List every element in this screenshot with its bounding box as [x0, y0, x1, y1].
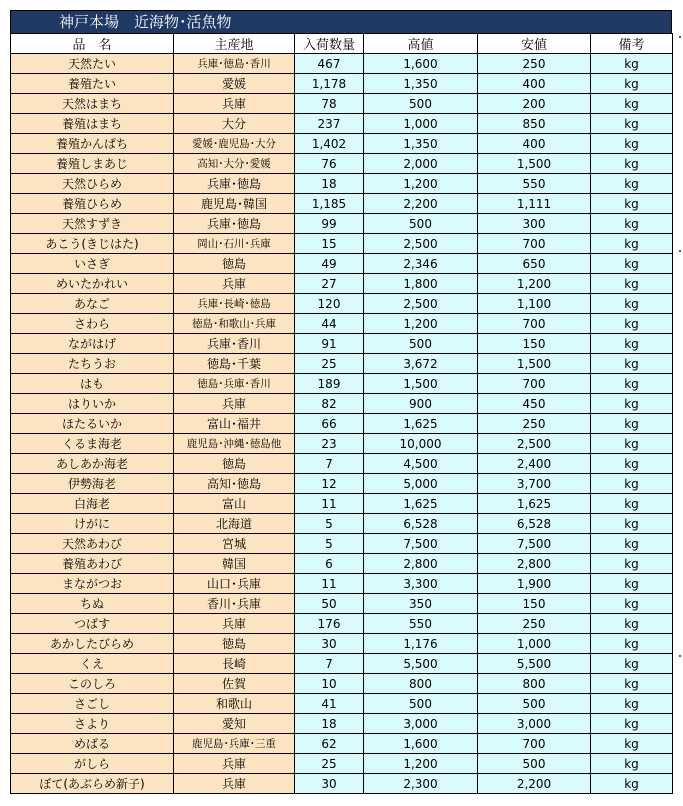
- cell-name: はも: [11, 374, 174, 394]
- table-row: [11, 294, 673, 314]
- cell-remarks: kg: [591, 674, 673, 694]
- market-price-sheet: [10, 10, 672, 794]
- cell-region: 兵庫･徳島: [174, 174, 295, 194]
- edge-mark: [679, 250, 681, 252]
- cell-high-price: 900: [364, 394, 478, 414]
- cell-high-price: 2,500: [364, 234, 478, 254]
- cell-quantity: 11: [295, 574, 364, 594]
- cell-quantity: 78: [295, 94, 364, 114]
- cell-remarks: kg: [591, 234, 673, 254]
- cell-remarks: kg: [591, 414, 673, 434]
- cell-name: くえ: [11, 654, 174, 674]
- table-row: [11, 454, 673, 474]
- table-row: [11, 414, 673, 434]
- cell-quantity: 41: [295, 694, 364, 714]
- cell-remarks: kg: [591, 554, 673, 574]
- cell-low-price: 1,200: [478, 274, 591, 294]
- cell-name: さごし: [11, 694, 174, 714]
- cell-high-price: 500: [364, 334, 478, 354]
- table-row: [11, 274, 673, 294]
- cell-quantity: 120: [295, 294, 364, 314]
- cell-high-price: 3,672: [364, 354, 478, 374]
- cell-quantity: 91: [295, 334, 364, 354]
- cell-region: 富山: [174, 494, 295, 514]
- cell-low-price: 1,900: [478, 574, 591, 594]
- cell-high-price: 500: [364, 214, 478, 234]
- cell-region: 兵庫･徳島･香川: [174, 54, 295, 74]
- cell-remarks: kg: [591, 694, 673, 714]
- cell-low-price: 200: [478, 94, 591, 114]
- cell-region: 兵庫: [174, 774, 295, 794]
- cell-quantity: 1,185: [295, 194, 364, 214]
- cell-quantity: 25: [295, 354, 364, 374]
- cell-quantity: 27: [295, 274, 364, 294]
- cell-low-price: 250: [478, 614, 591, 634]
- cell-remarks: kg: [591, 94, 673, 114]
- cell-low-price: 800: [478, 674, 591, 694]
- cell-region: 大分: [174, 114, 295, 134]
- cell-low-price: 1,100: [478, 294, 591, 314]
- cell-region: 徳島: [174, 254, 295, 274]
- cell-quantity: 18: [295, 174, 364, 194]
- header-region: 主産地: [174, 34, 295, 54]
- cell-name: 養殖しまあじ: [11, 154, 174, 174]
- cell-low-price: 700: [478, 314, 591, 334]
- cell-quantity: 11: [295, 494, 364, 514]
- cell-low-price: 7,500: [478, 534, 591, 554]
- cell-remarks: kg: [591, 374, 673, 394]
- cell-region: 徳島: [174, 634, 295, 654]
- cell-low-price: 2,400: [478, 454, 591, 474]
- table-row: [11, 514, 673, 534]
- cell-region: 北海道: [174, 514, 295, 534]
- cell-high-price: 10,000: [364, 434, 478, 454]
- cell-region: 兵庫･徳島: [174, 214, 295, 234]
- cell-high-price: 1,800: [364, 274, 478, 294]
- cell-quantity: 7: [295, 654, 364, 674]
- cell-low-price: 250: [478, 414, 591, 434]
- cell-remarks: kg: [591, 434, 673, 454]
- cell-high-price: 1,200: [364, 174, 478, 194]
- cell-region: 徳島: [174, 454, 295, 474]
- cell-high-price: 500: [364, 694, 478, 714]
- cell-low-price: 650: [478, 254, 591, 274]
- cell-high-price: 2,500: [364, 294, 478, 314]
- cell-low-price: 1,625: [478, 494, 591, 514]
- table-body: [11, 54, 673, 794]
- cell-high-price: 3,000: [364, 714, 478, 734]
- cell-low-price: 150: [478, 334, 591, 354]
- cell-region: 鹿児島･韓国: [174, 194, 295, 214]
- cell-high-price: 1,350: [364, 134, 478, 154]
- cell-quantity: 189: [295, 374, 364, 394]
- cell-name: たちうお: [11, 354, 174, 374]
- cell-quantity: 18: [295, 714, 364, 734]
- cell-region: 兵庫: [174, 754, 295, 774]
- cell-region: 鹿児島･兵庫･三重: [174, 734, 295, 754]
- table-row: [11, 554, 673, 574]
- cell-region: 愛媛: [174, 74, 295, 94]
- cell-quantity: 76: [295, 154, 364, 174]
- cell-remarks: kg: [591, 614, 673, 634]
- cell-name: 養殖ひらめ: [11, 194, 174, 214]
- cell-quantity: 1,178: [295, 74, 364, 94]
- cell-remarks: kg: [591, 134, 673, 154]
- cell-region: 高知･大分･愛媛: [174, 154, 295, 174]
- table-row: [11, 614, 673, 634]
- table-row: [11, 754, 673, 774]
- sheet-title: 神戸本場 近海物･活魚物: [10, 10, 672, 33]
- table-row: [11, 434, 673, 454]
- price-table: [10, 33, 673, 794]
- table-row: [11, 534, 673, 554]
- table-row: [11, 234, 673, 254]
- cell-remarks: kg: [591, 154, 673, 174]
- cell-high-price: 7,500: [364, 534, 478, 554]
- cell-region: 長崎: [174, 654, 295, 674]
- cell-name: まながつお: [11, 574, 174, 594]
- cell-name: めばる: [11, 734, 174, 754]
- cell-low-price: 700: [478, 734, 591, 754]
- header-row: [11, 34, 673, 54]
- cell-region: 韓国: [174, 554, 295, 574]
- cell-low-price: 850: [478, 114, 591, 134]
- cell-remarks: kg: [591, 194, 673, 214]
- cell-quantity: 30: [295, 634, 364, 654]
- header-low-price: 安値: [478, 34, 591, 54]
- cell-high-price: 1,625: [364, 414, 478, 434]
- cell-low-price: 1,500: [478, 354, 591, 374]
- cell-remarks: kg: [591, 314, 673, 334]
- cell-high-price: 2,000: [364, 154, 478, 174]
- cell-remarks: kg: [591, 654, 673, 674]
- cell-region: 鹿児島･沖縄･徳島他: [174, 434, 295, 454]
- cell-high-price: 2,300: [364, 774, 478, 794]
- cell-region: 兵庫: [174, 274, 295, 294]
- cell-remarks: kg: [591, 754, 673, 774]
- cell-low-price: 400: [478, 134, 591, 154]
- cell-region: 宮城: [174, 534, 295, 554]
- cell-quantity: 6: [295, 554, 364, 574]
- cell-high-price: 1,176: [364, 634, 478, 654]
- cell-high-price: 2,346: [364, 254, 478, 274]
- cell-remarks: kg: [591, 274, 673, 294]
- table-row: [11, 374, 673, 394]
- cell-region: 兵庫: [174, 614, 295, 634]
- edge-mark: [679, 655, 681, 657]
- table-row: [11, 114, 673, 134]
- cell-quantity: 62: [295, 734, 364, 754]
- cell-high-price: 800: [364, 674, 478, 694]
- table-row: [11, 334, 673, 354]
- table-row: [11, 694, 673, 714]
- cell-name: ほたるいか: [11, 414, 174, 434]
- table-row: [11, 574, 673, 594]
- cell-quantity: 5: [295, 534, 364, 554]
- cell-region: 徳島･千葉: [174, 354, 295, 374]
- cell-high-price: 5,500: [364, 654, 478, 674]
- cell-region: 山口･兵庫: [174, 574, 295, 594]
- table-row: [11, 474, 673, 494]
- cell-high-price: 1,200: [364, 754, 478, 774]
- cell-name: ちぬ: [11, 594, 174, 614]
- header-quantity: 入荷数量: [295, 34, 364, 54]
- edge-mark: [679, 36, 681, 38]
- cell-name: つばす: [11, 614, 174, 634]
- table-row: [11, 674, 673, 694]
- cell-remarks: kg: [591, 174, 673, 194]
- cell-remarks: kg: [591, 594, 673, 614]
- cell-quantity: 66: [295, 414, 364, 434]
- cell-quantity: 30: [295, 774, 364, 794]
- cell-name: 天然はまち: [11, 94, 174, 114]
- cell-high-price: 350: [364, 594, 478, 614]
- cell-quantity: 99: [295, 214, 364, 234]
- cell-name: 天然すずき: [11, 214, 174, 234]
- cell-low-price: 6,528: [478, 514, 591, 534]
- cell-remarks: kg: [591, 774, 673, 794]
- table-row: [11, 254, 673, 274]
- cell-region: 愛媛･鹿児島･大分: [174, 134, 295, 154]
- cell-name: けがに: [11, 514, 174, 534]
- cell-region: 香川･兵庫: [174, 594, 295, 614]
- cell-low-price: 1,000: [478, 634, 591, 654]
- cell-remarks: kg: [591, 74, 673, 94]
- table-row: [11, 214, 673, 234]
- cell-high-price: 1,600: [364, 734, 478, 754]
- cell-high-price: 4,500: [364, 454, 478, 474]
- cell-quantity: 44: [295, 314, 364, 334]
- cell-region: 佐賀: [174, 674, 295, 694]
- cell-remarks: kg: [591, 634, 673, 654]
- cell-high-price: 1,350: [364, 74, 478, 94]
- cell-high-price: 5,000: [364, 474, 478, 494]
- table-row: [11, 734, 673, 754]
- cell-name: 養殖たい: [11, 74, 174, 94]
- cell-quantity: 1,402: [295, 134, 364, 154]
- cell-quantity: 7: [295, 454, 364, 474]
- cell-remarks: kg: [591, 54, 673, 74]
- table-row: [11, 174, 673, 194]
- cell-quantity: 50: [295, 594, 364, 614]
- table-row: [11, 194, 673, 214]
- cell-low-price: 1,500: [478, 154, 591, 174]
- cell-high-price: 2,800: [364, 554, 478, 574]
- cell-high-price: 550: [364, 614, 478, 634]
- cell-low-price: 2,200: [478, 774, 591, 794]
- cell-region: 徳島･兵庫･香川: [174, 374, 295, 394]
- cell-name: あなご: [11, 294, 174, 314]
- cell-remarks: kg: [591, 714, 673, 734]
- cell-quantity: 25: [295, 754, 364, 774]
- cell-quantity: 82: [295, 394, 364, 414]
- cell-quantity: 237: [295, 114, 364, 134]
- cell-remarks: kg: [591, 534, 673, 554]
- cell-low-price: 500: [478, 754, 591, 774]
- cell-quantity: 12: [295, 474, 364, 494]
- table-row: [11, 634, 673, 654]
- cell-region: 兵庫･長崎･徳島: [174, 294, 295, 314]
- cell-low-price: 250: [478, 54, 591, 74]
- cell-remarks: kg: [591, 214, 673, 234]
- cell-remarks: kg: [591, 294, 673, 314]
- cell-remarks: kg: [591, 394, 673, 414]
- cell-high-price: 6,528: [364, 514, 478, 534]
- cell-remarks: kg: [591, 514, 673, 534]
- cell-name: あかしたびらめ: [11, 634, 174, 654]
- cell-region: 和歌山: [174, 694, 295, 714]
- table-row: [11, 314, 673, 334]
- cell-low-price: 2,500: [478, 434, 591, 454]
- cell-name: ぼて(あぶらめ新子): [11, 774, 174, 794]
- cell-low-price: 700: [478, 374, 591, 394]
- cell-remarks: kg: [591, 734, 673, 754]
- table-row: [11, 74, 673, 94]
- cell-high-price: 1,000: [364, 114, 478, 134]
- table-row: [11, 94, 673, 114]
- cell-quantity: 10: [295, 674, 364, 694]
- cell-region: 富山･福井: [174, 414, 295, 434]
- cell-name: 天然たい: [11, 54, 174, 74]
- cell-name: 白海老: [11, 494, 174, 514]
- cell-name: いさぎ: [11, 254, 174, 274]
- cell-quantity: 49: [295, 254, 364, 274]
- cell-name: このしろ: [11, 674, 174, 694]
- cell-remarks: kg: [591, 474, 673, 494]
- cell-region: 高知･徳島: [174, 474, 295, 494]
- cell-remarks: kg: [591, 254, 673, 274]
- cell-quantity: 23: [295, 434, 364, 454]
- cell-remarks: kg: [591, 454, 673, 474]
- header-name: 品 名: [11, 34, 174, 54]
- cell-low-price: 1,111: [478, 194, 591, 214]
- cell-remarks: kg: [591, 574, 673, 594]
- cell-region: 徳島･和歌山･兵庫: [174, 314, 295, 334]
- table-row: [11, 354, 673, 374]
- cell-name: さより: [11, 714, 174, 734]
- cell-low-price: 3,700: [478, 474, 591, 494]
- cell-low-price: 150: [478, 594, 591, 614]
- cell-name: 養殖かんぱち: [11, 134, 174, 154]
- cell-low-price: 450: [478, 394, 591, 414]
- table-row: [11, 54, 673, 74]
- cell-low-price: 5,500: [478, 654, 591, 674]
- table-row: [11, 594, 673, 614]
- cell-name: 養殖はまち: [11, 114, 174, 134]
- cell-high-price: 500: [364, 94, 478, 114]
- table-row: [11, 394, 673, 414]
- cell-region: 兵庫･香川: [174, 334, 295, 354]
- table-row: [11, 134, 673, 154]
- cell-region: 岡山･石川･兵庫: [174, 234, 295, 254]
- cell-high-price: 2,200: [364, 194, 478, 214]
- cell-remarks: kg: [591, 494, 673, 514]
- table-row: [11, 774, 673, 794]
- table-row: [11, 714, 673, 734]
- cell-region: 兵庫: [174, 394, 295, 414]
- cell-name: 天然あわび: [11, 534, 174, 554]
- cell-quantity: 176: [295, 614, 364, 634]
- cell-high-price: 1,500: [364, 374, 478, 394]
- cell-name: あしあか海老: [11, 454, 174, 474]
- cell-low-price: 400: [478, 74, 591, 94]
- cell-high-price: 1,600: [364, 54, 478, 74]
- cell-high-price: 1,200: [364, 314, 478, 334]
- table-row: [11, 154, 673, 174]
- cell-name: くるま海老: [11, 434, 174, 454]
- cell-low-price: 2,800: [478, 554, 591, 574]
- cell-quantity: 15: [295, 234, 364, 254]
- cell-name: あこう(きじはた): [11, 234, 174, 254]
- cell-name: 養殖あわび: [11, 554, 174, 574]
- header-remarks: 備考: [591, 34, 673, 54]
- cell-quantity: 467: [295, 54, 364, 74]
- cell-quantity: 5: [295, 514, 364, 534]
- cell-name: はりいか: [11, 394, 174, 414]
- cell-region: 愛知: [174, 714, 295, 734]
- cell-low-price: 500: [478, 694, 591, 714]
- table-row: [11, 494, 673, 514]
- cell-name: 伊勢海老: [11, 474, 174, 494]
- cell-name: ながはげ: [11, 334, 174, 354]
- cell-low-price: 550: [478, 174, 591, 194]
- header-high-price: 高値: [364, 34, 478, 54]
- table-row: [11, 654, 673, 674]
- cell-region: 兵庫: [174, 94, 295, 114]
- cell-low-price: 300: [478, 214, 591, 234]
- cell-remarks: kg: [591, 354, 673, 374]
- cell-high-price: 3,300: [364, 574, 478, 594]
- cell-high-price: 1,625: [364, 494, 478, 514]
- cell-name: さわら: [11, 314, 174, 334]
- cell-low-price: 700: [478, 234, 591, 254]
- cell-remarks: kg: [591, 334, 673, 354]
- cell-name: めいたかれい: [11, 274, 174, 294]
- cell-remarks: kg: [591, 114, 673, 134]
- cell-name: がしら: [11, 754, 174, 774]
- cell-low-price: 3,000: [478, 714, 591, 734]
- cell-name: 天然ひらめ: [11, 174, 174, 194]
